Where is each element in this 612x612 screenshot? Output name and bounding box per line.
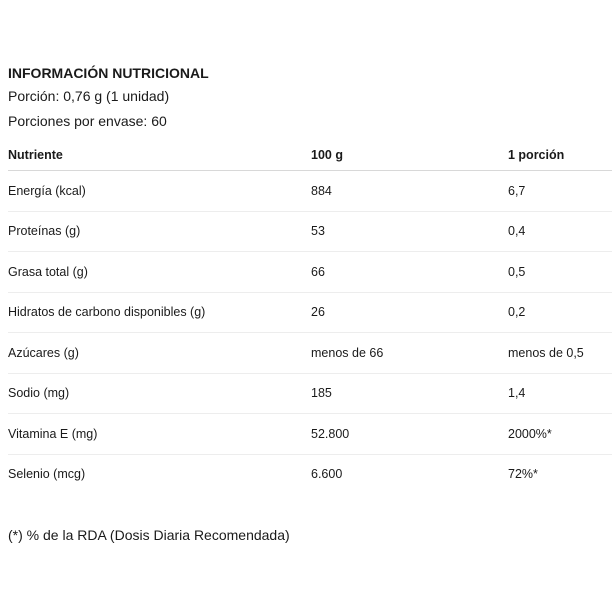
table-row [8, 252, 612, 293]
table-row [8, 333, 612, 374]
nutrient-name: Selenio (mcg) [8, 467, 86, 482]
header-per-100g: 100 g [311, 140, 508, 171]
value-per-portion: 0,2 [508, 292, 612, 333]
table-row [8, 373, 612, 414]
nutrient-name: Energía (kcal) [8, 171, 311, 212]
value-per-portion: 72%* [508, 467, 538, 482]
value-per-100g: 185 [311, 373, 508, 414]
nutrient-name: Proteínas (g) [8, 211, 311, 252]
table-row [8, 414, 612, 455]
nutrient-name: Sodio (mg) [8, 373, 311, 414]
value-per-100g: 26 [311, 292, 508, 333]
value-per-100g: 6.600 [311, 467, 343, 482]
value-per-100g: 53 [311, 211, 508, 252]
rda-footnote: (*) % de la RDA (Dosis Diaria Recomendada) [8, 527, 290, 543]
table-header-row [8, 140, 612, 171]
value-per-portion: 0,4 [508, 211, 612, 252]
header-nutrient: Nutriente [8, 140, 311, 171]
value-per-100g: 52.800 [311, 414, 508, 455]
nutrient-name: Grasa total (g) [8, 252, 311, 293]
value-per-portion: 2000%* [508, 414, 612, 455]
portion-info: Porción: 0,76 g (1 unidad) [8, 88, 170, 104]
value-per-100g: menos de 66 [311, 333, 508, 374]
table-row [8, 292, 612, 333]
nutrient-name: Azúcares (g) [8, 333, 311, 374]
table-row [8, 211, 612, 252]
nutrient-name: Vitamina E (mg) [8, 414, 311, 455]
nutrition-info-panel [8, 62, 612, 546]
value-per-portion: 1,4 [508, 373, 612, 414]
value-per-100g: 66 [311, 252, 508, 293]
value-per-portion: 0,5 [508, 252, 612, 293]
value-per-100g: 884 [311, 171, 508, 212]
table-row [8, 171, 612, 212]
table-row [8, 454, 612, 494]
servings-info: Porciones por envase: 60 [8, 113, 167, 129]
header-per-portion: 1 porción [508, 140, 612, 171]
value-per-portion: 6,7 [508, 171, 612, 212]
nutrition-title: INFORMACIÓN NUTRICIONAL [8, 65, 209, 81]
nutrient-name: Hidratos de carbono disponibles (g) [8, 292, 311, 333]
nutrition-table [8, 140, 612, 494]
value-per-portion: menos de 0,5 [508, 333, 612, 374]
